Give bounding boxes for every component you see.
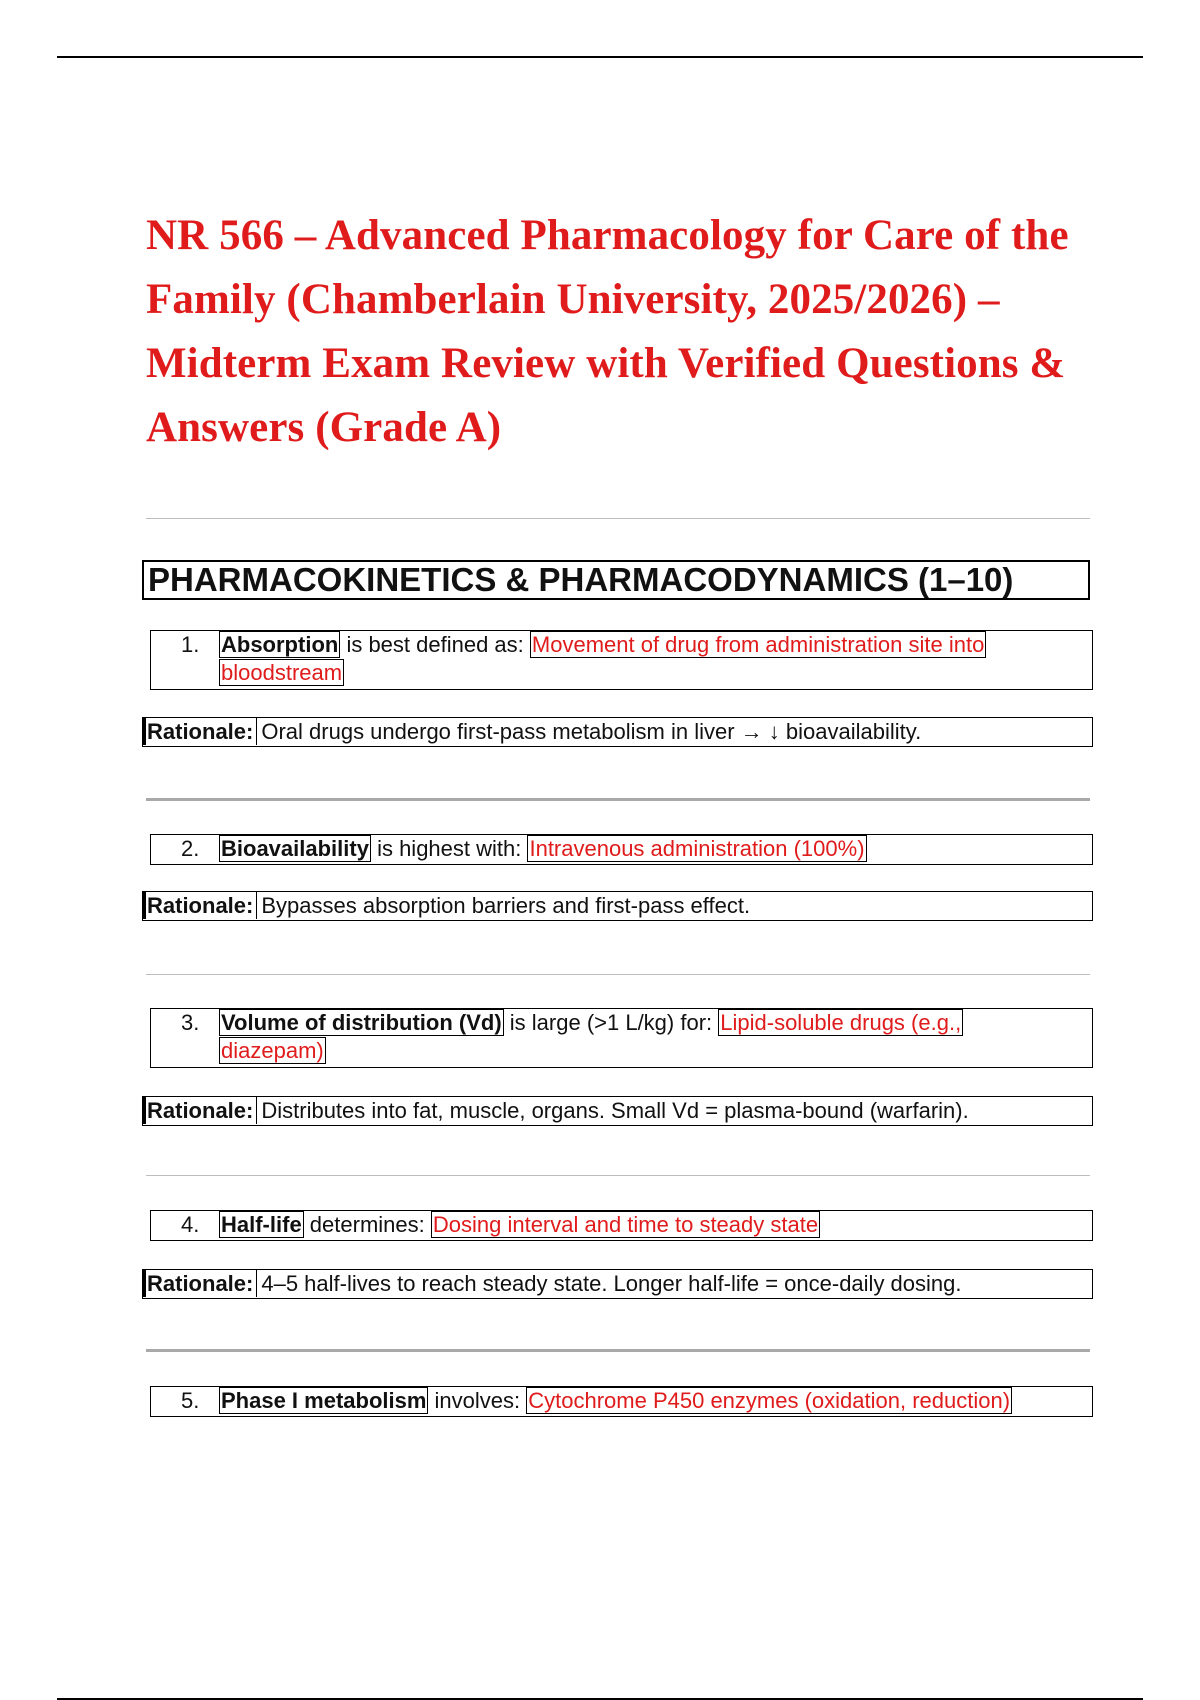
question-text — [219, 1009, 1044, 1065]
rationale-label: Rationale: — [143, 892, 257, 919]
question-text — [219, 835, 1044, 863]
question-stem: is large (>1 L/kg) for: — [503, 1010, 719, 1035]
question-term: Volume of distribution (Vd) — [221, 1010, 502, 1035]
question-number: 5. — [181, 1388, 200, 1413]
question-1 — [150, 630, 1093, 690]
rationale-label: Rationale: — [143, 718, 257, 745]
rationale-1 — [142, 717, 1093, 747]
question-5 — [150, 1386, 1093, 1417]
page-top-rule — [57, 56, 1143, 58]
question-answer: Dosing interval and time to steady state — [432, 1212, 819, 1237]
rationale-2 — [142, 891, 1093, 921]
document-title: NR 566 – Advanced Pharmacology for Care of the Family (Chamberlain University, 2025/2026) – Midterm Exam Review with Verified Questions & Answers (Grade A) — [146, 212, 1069, 451]
divider — [146, 974, 1090, 975]
question-number: 2. — [181, 836, 200, 861]
question-answer: Lipid-soluble drugs (e.g., diazepam) — [221, 1010, 962, 1063]
rationale-4 — [142, 1269, 1093, 1299]
question-term: Absorption — [221, 632, 339, 657]
question-text — [219, 631, 1044, 687]
rationale-text: Distributes into fat, muscle, organs. Small Vd = plasma-bound (warfarin). — [261, 1098, 969, 1123]
rationale-text: Oral drugs undergo first-pass metabolism in liver → ↓ bioavailability. — [261, 719, 922, 744]
question-text — [219, 1387, 1084, 1415]
question-stem: determines: — [303, 1212, 431, 1237]
question-stem: involves: — [428, 1388, 527, 1413]
question-3 — [150, 1008, 1093, 1068]
divider — [146, 518, 1090, 519]
divider — [146, 1349, 1090, 1352]
rationale-text: 4–5 half-lives to reach steady state. Longer half-life = once-daily dosing. — [261, 1271, 962, 1296]
rationale-text: Bypasses absorption barriers and first-pass effect. — [261, 893, 751, 918]
question-text — [219, 1211, 1044, 1239]
question-2 — [150, 834, 1093, 865]
rationale-label: Rationale: — [143, 1097, 257, 1124]
divider — [146, 798, 1090, 801]
rationale-3 — [142, 1096, 1093, 1126]
divider — [146, 1175, 1090, 1176]
question-term: Phase I metabolism — [221, 1388, 427, 1413]
question-answer: Cytochrome P450 enzymes (oxidation, reduction) — [528, 1388, 1011, 1413]
question-answer: Intravenous administration (100%) — [529, 836, 865, 861]
question-number: 3. — [181, 1010, 200, 1035]
question-term: Bioavailability — [221, 836, 369, 861]
question-stem: is best defined as: — [340, 632, 530, 657]
question-4 — [150, 1210, 1093, 1241]
question-number: 1. — [181, 632, 200, 657]
rationale-label: Rationale: — [143, 1270, 257, 1297]
section-heading: PHARMACOKINETICS & PHARMACODYNAMICS (1–10) — [142, 560, 1090, 600]
question-term: Half-life — [221, 1212, 302, 1237]
question-stem: is highest with: — [370, 836, 528, 861]
question-answer: Movement of drug from administration site into bloodstream — [221, 632, 985, 685]
question-number: 4. — [181, 1212, 200, 1237]
